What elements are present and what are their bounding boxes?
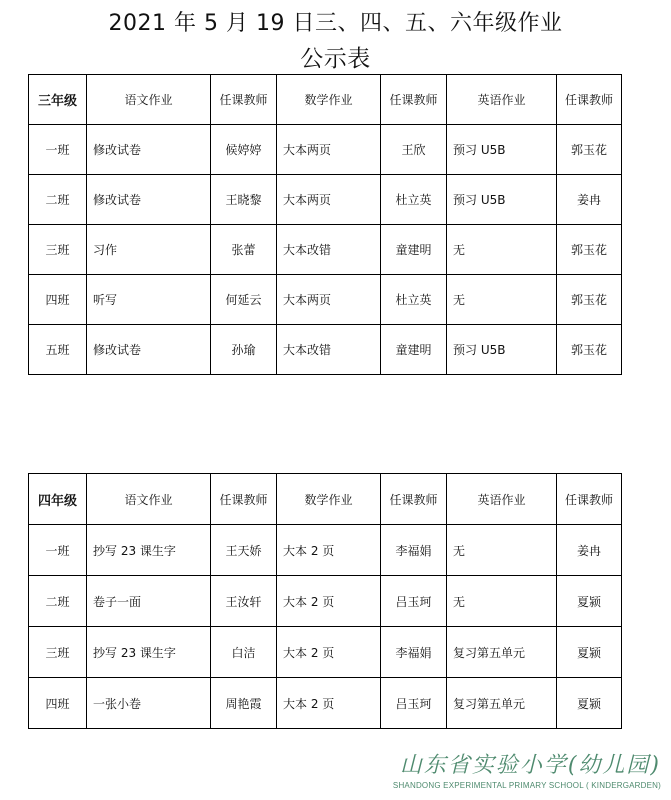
class-cell: 四班 — [29, 275, 87, 325]
english-teacher-cell: 姜冉 — [557, 175, 622, 225]
english-homework-cell: 复习第五单元 — [447, 678, 557, 729]
chinese-homework-cell: 一张小卷 — [87, 678, 211, 729]
math-homework-cell: 大本两页 — [277, 175, 381, 225]
table-row — [29, 125, 622, 175]
chinese-homework-cell: 抄写 23 课生字 — [87, 525, 211, 576]
math-homework-header: 数学作业 — [277, 75, 381, 125]
class-cell: 二班 — [29, 576, 87, 627]
class-cell: 一班 — [29, 525, 87, 576]
chinese-teacher-cell: 孙瑜 — [211, 325, 277, 375]
math-teacher-cell: 童建明 — [381, 325, 447, 375]
english-homework-cell: 无 — [447, 576, 557, 627]
english-teacher-cell: 夏颍 — [557, 678, 622, 729]
english-teacher-cell: 郭玉花 — [557, 275, 622, 325]
english-teacher-cell: 夏颍 — [557, 576, 622, 627]
english-homework-header: 英语作业 — [447, 75, 557, 125]
math-teacher-cell: 杜立英 — [381, 175, 447, 225]
math-homework-cell: 大本两页 — [277, 125, 381, 175]
english-teacher-cell: 姜冉 — [557, 525, 622, 576]
grade-header: 四年级 — [29, 474, 87, 525]
table-row — [29, 275, 622, 325]
grade-header: 三年级 — [29, 75, 87, 125]
grade3-table-body — [29, 75, 622, 375]
english-teacher-header: 任课教师 — [557, 75, 622, 125]
english-homework-cell: 预习 U5B — [447, 125, 557, 175]
school-logo — [361, 748, 661, 790]
chinese-homework-header: 语文作业 — [87, 75, 211, 125]
table-row — [29, 525, 622, 576]
english-teacher-cell: 郭玉花 — [557, 125, 622, 175]
chinese-teacher-header: 任课教师 — [211, 75, 277, 125]
grade3-homework-table — [28, 74, 622, 375]
chinese-teacher-cell: 张蕾 — [211, 225, 277, 275]
chinese-teacher-cell: 候婷婷 — [211, 125, 277, 175]
chinese-homework-cell: 听写 — [87, 275, 211, 325]
math-homework-cell: 大本 2 页 — [277, 627, 381, 678]
class-cell: 二班 — [29, 175, 87, 225]
table-row — [29, 576, 622, 627]
english-homework-cell: 无 — [447, 275, 557, 325]
math-teacher-cell: 王欣 — [381, 125, 447, 175]
chinese-homework-cell: 卷子一面 — [87, 576, 211, 627]
math-teacher-cell: 吕玉珂 — [381, 576, 447, 627]
table-row — [29, 325, 622, 375]
math-homework-cell: 大本 2 页 — [277, 525, 381, 576]
class-cell: 三班 — [29, 225, 87, 275]
math-teacher-header: 任课教师 — [381, 75, 447, 125]
english-homework-cell: 无 — [447, 225, 557, 275]
chinese-teacher-cell: 王汝轩 — [211, 576, 277, 627]
math-homework-cell: 大本改错 — [277, 225, 381, 275]
math-homework-cell: 大本 2 页 — [277, 678, 381, 729]
chinese-homework-header: 语文作业 — [87, 474, 211, 525]
math-teacher-cell: 吕玉珂 — [381, 678, 447, 729]
school-logo-english: SHANDONG EXPERIMENTAL PRIMARY SCHOOL ( KINDERGARDEN) — [392, 781, 661, 790]
english-homework-cell: 复习第五单元 — [447, 627, 557, 678]
math-teacher-cell: 杜立英 — [381, 275, 447, 325]
table-row — [29, 627, 622, 678]
english-teacher-cell: 郭玉花 — [557, 325, 622, 375]
chinese-homework-cell: 习作 — [87, 225, 211, 275]
math-homework-cell: 大本两页 — [277, 275, 381, 325]
table-row — [29, 225, 622, 275]
math-teacher-header: 任课教师 — [381, 474, 447, 525]
chinese-teacher-cell: 何延云 — [211, 275, 277, 325]
class-cell: 一班 — [29, 125, 87, 175]
math-teacher-cell: 李福娟 — [381, 525, 447, 576]
page-title: 2021 年 5 月 19 日三、四、五、六年级作业 — [108, 11, 563, 36]
english-homework-cell: 无 — [447, 525, 557, 576]
english-homework-cell: 预习 U5B — [447, 325, 557, 375]
math-homework-header: 数学作业 — [277, 474, 381, 525]
chinese-homework-cell: 修改试卷 — [87, 325, 211, 375]
math-homework-cell: 大本改错 — [277, 325, 381, 375]
class-cell: 四班 — [29, 678, 87, 729]
class-cell: 五班 — [29, 325, 87, 375]
chinese-teacher-cell: 王晓黎 — [211, 175, 277, 225]
school-logo-chinese: 山东省实验小学(幼儿园) — [399, 753, 661, 778]
chinese-teacher-header: 任课教师 — [211, 474, 277, 525]
english-homework-header: 英语作业 — [447, 474, 557, 525]
class-cell: 三班 — [29, 627, 87, 678]
chinese-homework-cell: 抄写 23 课生字 — [87, 627, 211, 678]
math-teacher-cell: 童建明 — [381, 225, 447, 275]
table-row — [29, 175, 622, 225]
english-homework-cell: 预习 U5B — [447, 175, 557, 225]
chinese-teacher-cell: 白洁 — [211, 627, 277, 678]
page-subtitle: 公示表 — [300, 46, 371, 72]
header-row — [29, 75, 622, 125]
chinese-homework-cell: 修改试卷 — [87, 175, 211, 225]
chinese-teacher-cell: 周艳霞 — [211, 678, 277, 729]
chinese-teacher-cell: 王天娇 — [211, 525, 277, 576]
english-teacher-cell: 夏颍 — [557, 627, 622, 678]
english-teacher-cell: 郭玉花 — [557, 225, 622, 275]
table-row — [29, 678, 622, 729]
grade4-homework-table — [28, 473, 622, 729]
chinese-homework-cell: 修改试卷 — [87, 125, 211, 175]
math-teacher-cell: 李福娟 — [381, 627, 447, 678]
english-teacher-header: 任课教师 — [557, 474, 622, 525]
header-row — [29, 474, 622, 525]
math-homework-cell: 大本 2 页 — [277, 576, 381, 627]
grade4-table-body — [29, 474, 622, 729]
